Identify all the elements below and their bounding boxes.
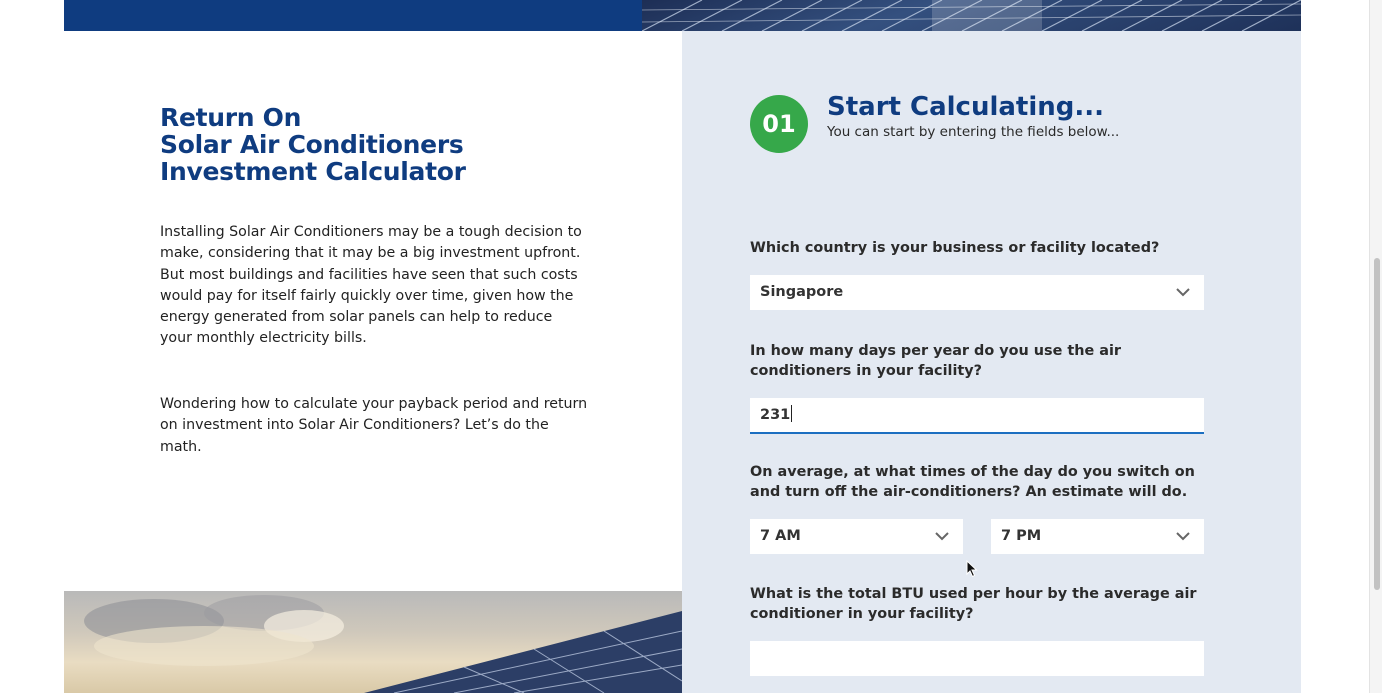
switch-on-time-value: 7 AM <box>760 528 801 544</box>
page-scrollbar-thumb[interactable] <box>1374 258 1380 590</box>
switch-off-time-value: 7 PM <box>1001 528 1042 544</box>
chevron-down-icon <box>1176 287 1190 297</box>
top-banner-blue <box>64 0 642 31</box>
title-line-3: Investment Calculator <box>160 157 466 186</box>
btu-per-hour-input[interactable] <box>750 641 1204 676</box>
country-select-value: Singapore <box>760 284 844 300</box>
mouse-cursor-icon <box>966 560 978 578</box>
chevron-down-icon <box>1176 531 1190 541</box>
calculator-page-title <box>160 104 466 185</box>
switch-on-time-select[interactable] <box>750 519 963 554</box>
switch-off-time-select[interactable] <box>991 519 1204 554</box>
solar-panel-sky-photo <box>64 591 682 693</box>
chevron-down-icon <box>935 531 949 541</box>
country-select[interactable] <box>750 275 1204 310</box>
btu-question-label: What is the total BTU used per hour by the average air conditioner in your facility? <box>750 586 1197 622</box>
title-line-2: Solar Air Conditioners <box>160 130 464 159</box>
days-question-label: In how many days per year do you use the air conditioners in your facility? <box>750 343 1121 379</box>
top-banner-solar-image <box>642 0 1301 31</box>
intro-paragraph-2: Wondering how to calculate your payback period and return on investment into Solar Air Conditioners? Let’s do the math. <box>160 396 588 455</box>
step-number-badge: 01 <box>750 95 808 153</box>
times-question-label: On average, at what times of the day do you switch on and turn off the air-conditioners? An estimate will do. <box>750 464 1195 500</box>
calculator-subheading: You can start by entering the fields below... <box>827 124 1120 140</box>
days-per-year-value: 231 <box>760 407 791 423</box>
title-line-1: Return On <box>160 103 302 132</box>
days-per-year-input[interactable] <box>750 398 1204 434</box>
country-question-label: Which country is your business or facility located? <box>750 240 1160 256</box>
text-caret <box>791 405 792 422</box>
intro-paragraph-1: Installing Solar Air Conditioners may be a tough decision to make, considering that it may be a big investment upfront. But most buildings and facilities have seen that such costs would pay for itself fairly quickly over time, given how the energy generated from solar panels can help to reduce your monthly electricity bills. <box>160 224 582 347</box>
calculator-heading: Start Calculating... <box>827 92 1105 122</box>
